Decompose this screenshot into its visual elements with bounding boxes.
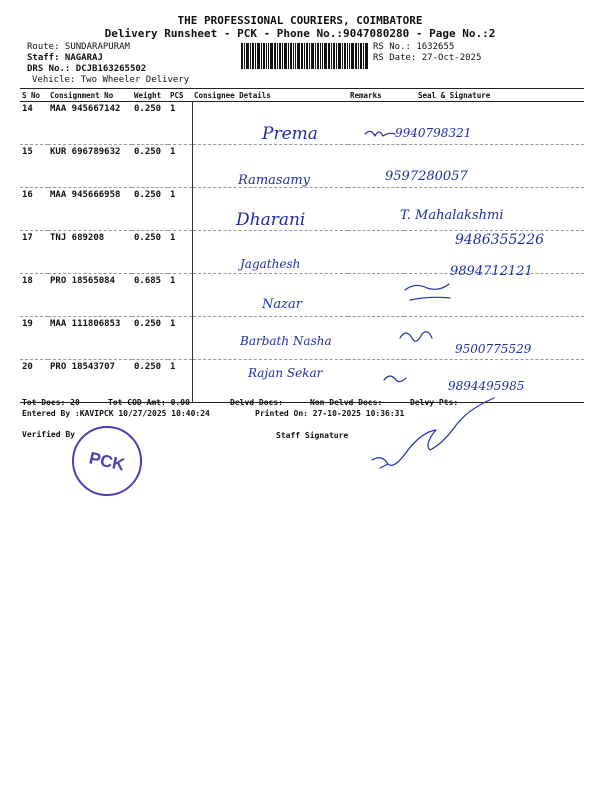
cell-consignment: TNJ 689208 xyxy=(48,231,132,274)
cell-consignment: PRO 18543707 xyxy=(50,362,116,372)
verified-by-label: Verified By xyxy=(22,430,75,439)
cell-seal xyxy=(404,317,584,360)
handwritten-seal: T. Mahalakshmi xyxy=(400,208,504,223)
table-header-row xyxy=(20,89,584,102)
cell-consignee xyxy=(192,145,348,188)
cell-seal xyxy=(404,188,584,231)
staff-signature-label: Staff Signature xyxy=(276,431,349,440)
stamp-text: PCK xyxy=(87,448,127,475)
cell-sno: 14 xyxy=(20,102,48,145)
rs-number: RS No.: 1632655 xyxy=(373,42,455,52)
table-row xyxy=(20,102,584,145)
drs-number: DRS No.: DCJB163265502 xyxy=(27,64,147,74)
cell-consignment: KUR 696789632 xyxy=(48,145,132,188)
col-pcs: PCS xyxy=(168,89,192,102)
cell-sno: 15 xyxy=(20,145,48,188)
col-seal-signature: Seal & Signature xyxy=(404,89,584,102)
total-docs: Tot Docs: 20 xyxy=(22,398,80,407)
table-row xyxy=(20,274,584,317)
col-weight: Weight xyxy=(132,89,168,102)
cell-weight: 0.250 xyxy=(132,317,168,360)
table-row xyxy=(20,231,584,274)
table-row xyxy=(20,145,584,188)
cell-weight: 0.685 xyxy=(132,274,168,317)
entered-by: Entered By :KAVIPCK 10/27/2025 10:40:24 xyxy=(22,409,210,418)
handwritten-seal: 9894712121 xyxy=(450,264,533,279)
cell-sno: 17 xyxy=(20,231,48,274)
cell-consignee xyxy=(192,360,348,403)
cell-consignment: PRO 18565084 xyxy=(48,274,132,317)
pck-stamp xyxy=(70,424,144,498)
table-row xyxy=(20,188,584,231)
handwritten-seal: 9940798321 xyxy=(395,126,472,140)
cell-consignment: MAA 945666958 xyxy=(48,188,132,231)
cell-pcs: 1 xyxy=(168,145,192,188)
runsheet-table xyxy=(20,88,584,403)
handwritten-seal: 9500775529 xyxy=(455,342,532,356)
cell-sno: 16 xyxy=(20,188,48,231)
handwritten-seal: 9486355226 xyxy=(455,232,545,248)
handwritten-consignee: Jagathesh xyxy=(240,257,301,271)
handwritten-consignee: Barbath Nasha xyxy=(240,334,332,348)
cell-pcs: 1 xyxy=(168,102,192,145)
handwritten-consignee: Prema xyxy=(262,124,318,144)
cell-sno: 19 xyxy=(20,317,48,360)
delivery-points: Delvy Pts: xyxy=(410,398,459,407)
cell-pcs: 1 xyxy=(168,188,192,231)
route-label: Route: SUNDARAPURAM xyxy=(27,42,130,52)
cell-remarks xyxy=(348,102,404,145)
cell-weight: 0.250 xyxy=(132,188,168,231)
cell-remarks xyxy=(348,145,404,188)
barcode-image xyxy=(241,43,368,69)
col-sno: S No xyxy=(20,89,48,102)
staff-label: Staff: NAGARAJ xyxy=(27,53,103,63)
handwritten-consignee: Rajan Sekar xyxy=(248,366,323,380)
cell-consignment: MAA 945667142 xyxy=(48,102,132,145)
cell-consignee xyxy=(192,188,348,231)
printed-on: Printed On: 27-10-2025 10:36:31 xyxy=(255,409,405,418)
cell-remarks xyxy=(348,274,404,317)
cell-remarks xyxy=(348,360,404,403)
cell-weight: 0.250 xyxy=(132,231,168,274)
cell-seal xyxy=(404,102,584,145)
handwritten-seal: 9597280057 xyxy=(385,169,468,184)
delivered-docs: Delvd Docs: xyxy=(230,398,283,407)
cell-consignee xyxy=(192,274,348,317)
cell-remarks xyxy=(348,231,404,274)
cell-weight: 0.250 xyxy=(132,102,168,145)
cell-seal xyxy=(404,145,584,188)
runsheet-title: Delivery Runsheet - PCK - Phone No.:9047080280 - Page No.:2 xyxy=(104,27,496,40)
cell-pcs: 1 xyxy=(168,317,192,360)
cell-consignee xyxy=(192,231,348,274)
cell-pcs: 1 xyxy=(168,274,192,317)
cell-pcs: 1 xyxy=(168,231,192,274)
handwritten-consignee: Nazar xyxy=(262,297,302,312)
cell-consignee xyxy=(192,317,348,360)
cell-seal xyxy=(404,360,584,403)
table-row xyxy=(20,317,584,360)
rs-date: RS Date: 27-Oct-2025 xyxy=(373,53,482,63)
cell-seal xyxy=(404,274,584,317)
table-row xyxy=(20,360,584,403)
cell-seal xyxy=(404,231,584,274)
cell-remarks xyxy=(348,317,404,360)
total-cod: Tot COD Amt: 0.00 xyxy=(108,398,190,407)
cell-consignment: MAA 111806853 xyxy=(48,317,132,360)
cell-weight: 0.250 xyxy=(132,145,168,188)
vehicle-label: Vehicle: Two Wheeler Delivery xyxy=(32,75,190,85)
cell-weight: 0.250 xyxy=(134,362,162,372)
handwritten-consignee: Ramasamy xyxy=(238,173,311,188)
col-remarks: Remarks xyxy=(348,89,404,102)
cell-sno: 18 xyxy=(20,274,48,317)
company-title: THE PROFESSIONAL COURIERS, COIMBATORE xyxy=(177,14,423,27)
handwritten-seal: 9894495985 xyxy=(448,379,525,393)
non-delivered-docs: Non Delvd Docs: xyxy=(310,398,383,407)
cell-pcs: 1 xyxy=(170,362,176,372)
handwritten-consignee: Dharani xyxy=(236,210,306,230)
col-consignment: Consignment No xyxy=(48,89,132,102)
cell-remarks xyxy=(348,188,404,231)
cell-consignee xyxy=(192,102,348,145)
col-consignee: Consignee Details xyxy=(192,89,348,102)
cell-sno: 20 xyxy=(22,362,33,372)
